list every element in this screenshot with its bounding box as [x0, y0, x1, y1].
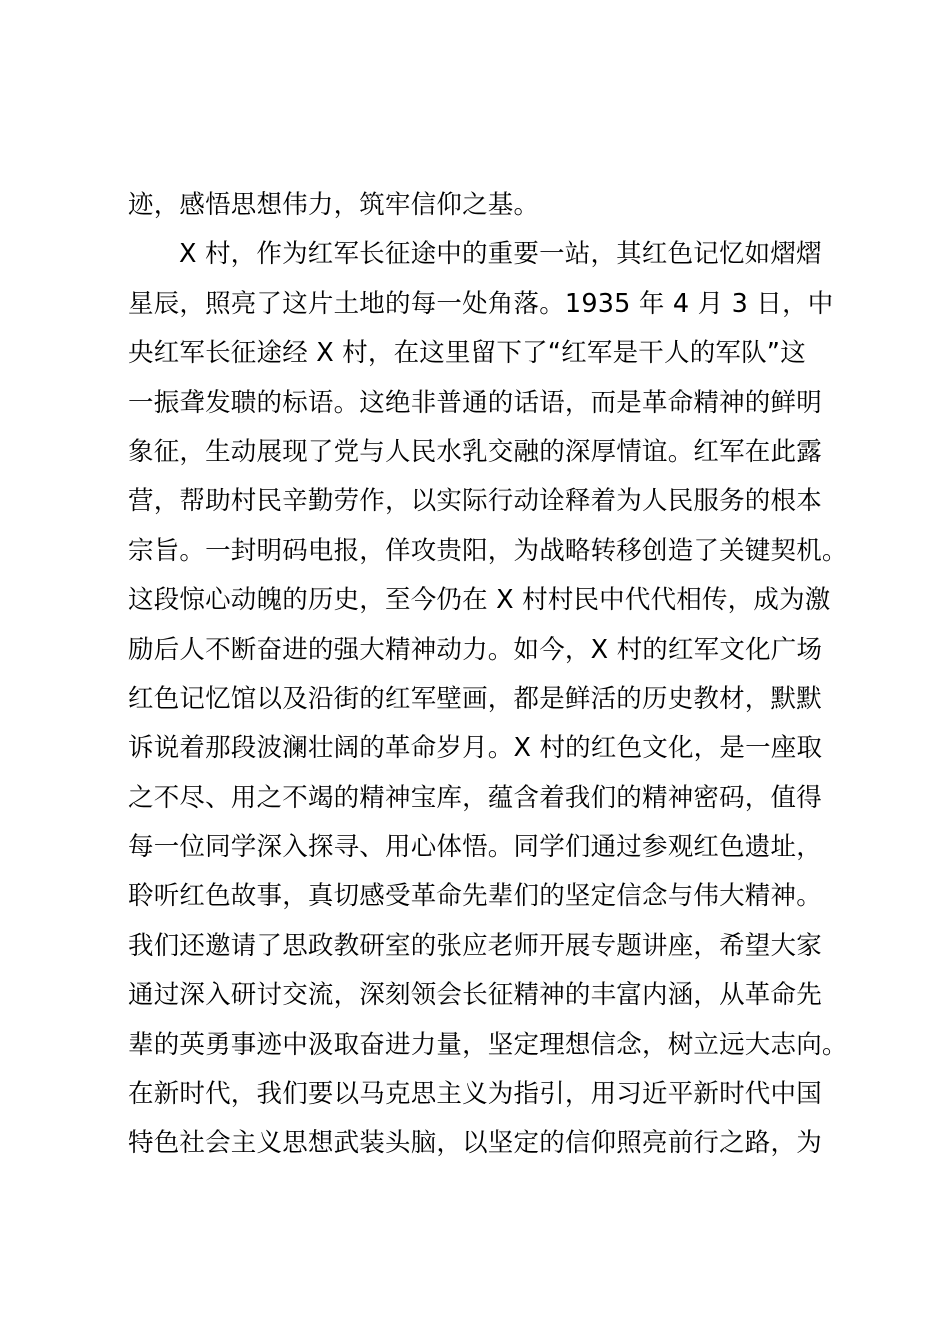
text-line: 象征，生动展现了党与人民水乳交融的深厚情谊。红军在此露 [128, 436, 822, 467]
body-text [128, 181, 858, 1169]
text-line: 央红军长征途经 X 村，在这里留下了“红军是干人的军队”这 [128, 338, 806, 369]
text-line: 宗旨。一封明码电报，佯攻贵阳，为战略转移创造了关键契机。 [128, 535, 848, 566]
text-line: 励后人不断奋进的强大精神动力。如今，X 村的红军文化广场 [128, 634, 823, 665]
text-line: 诉说着那段波澜壮阔的革命岁月。X 村的红色文化，是一座取 [128, 733, 823, 764]
text-line: 聆听红色故事，真切感受革命先辈们的坚定信念与伟大精神。 [128, 881, 822, 912]
text-line: 在新时代，我们要以马克思主义为指引，用习近平新时代中国 [128, 1079, 822, 1110]
text-line: 每一位同学深入探寻、用心体悟。同学们通过参观红色遗址， [128, 832, 822, 863]
text-line: 这段惊心动魄的历史，至今仍在 X 村村民中代代相传，成为激 [128, 585, 831, 616]
text-line: 一振聋发聩的标语。这绝非普通的话语，而是革命精神的鲜明 [128, 387, 822, 418]
text-line: 迹，感悟思想伟力，筑牢信仰之基。 [128, 190, 540, 220]
text-line: 我们还邀请了思政教研室的张应老师开展专题讲座，希望大家 [128, 930, 822, 961]
text-line: 红色记忆馆以及沿街的红军壁画，都是鲜活的历史教材，默默 [128, 683, 822, 714]
text-line: 辈的英勇事迹中汲取奋进力量，坚定理想信念，树立远大志向。 [128, 1029, 848, 1060]
text-line: 通过深入研讨交流，深刻领会长征精神的丰富内涵，从革命先 [128, 980, 822, 1011]
paragraph-first-line: X 村，作为红军长征途中的重要一站，其红色记忆如熠熠 [179, 239, 822, 270]
text-line: 营，帮助村民辛勤劳作，以实际行动诠释着为人民服务的根本 [128, 486, 822, 517]
text-line: 星辰，照亮了这片土地的每一处角落。1935 年 4 月 3 日，中 [128, 288, 834, 319]
text-line: 特色社会主义思想武装头脑，以坚定的信仰照亮前行之路，为 [128, 1128, 822, 1159]
text-line: 之不尽、用之不竭的精神宝库，蕴含着我们的精神密码，值得 [128, 782, 822, 813]
